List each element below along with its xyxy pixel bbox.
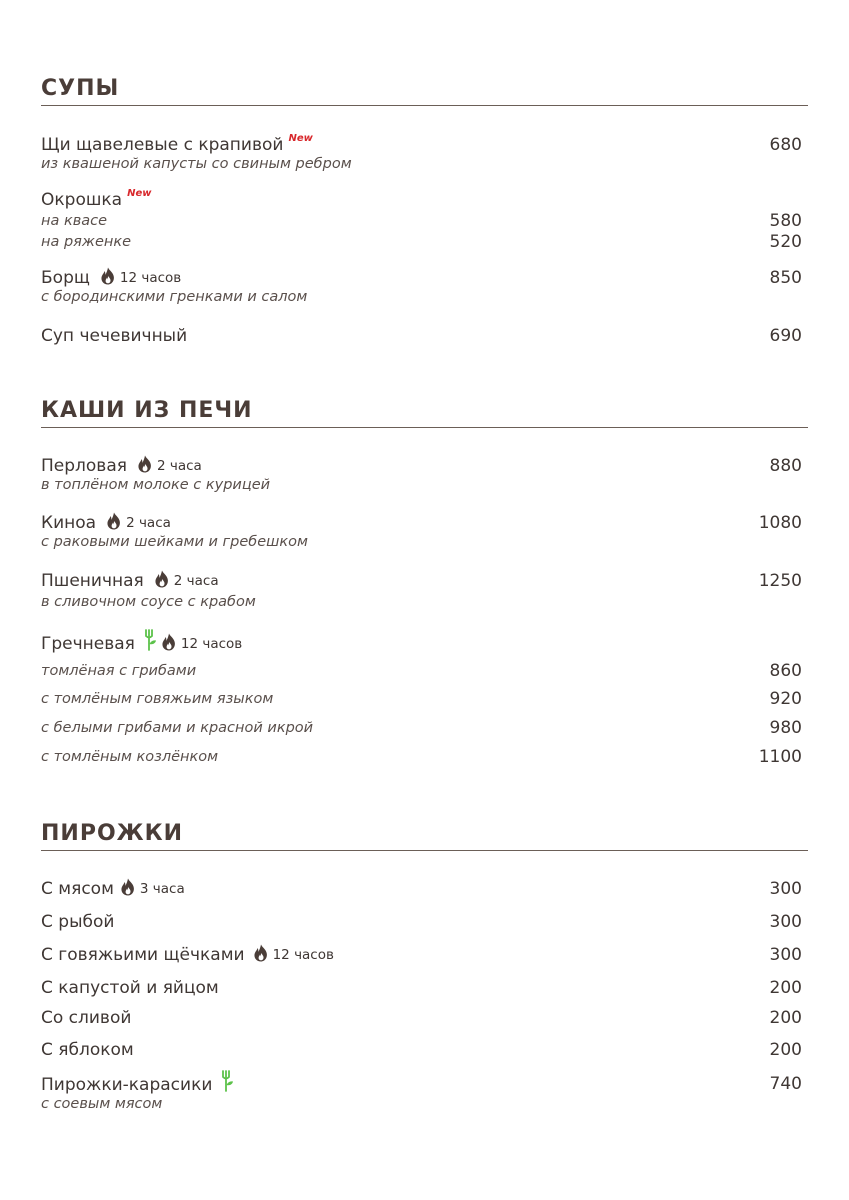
dish-price: 1250 <box>758 571 802 591</box>
dish-name <box>41 132 313 155</box>
flame-icon <box>137 455 153 473</box>
flame-icon <box>161 633 177 651</box>
new-badge: New <box>127 187 152 199</box>
dish-description: с бородинскими гренками и салом <box>41 289 308 305</box>
dish-price: 580 <box>769 211 802 231</box>
section-divider <box>41 850 808 851</box>
dish-title: С яблоком <box>41 1040 134 1060</box>
dish-title: Окрошка <box>41 190 123 210</box>
dish-title: Пирожки-карасики <box>41 1075 213 1095</box>
cook-time: 12 часов <box>272 947 334 963</box>
dish-name <box>41 326 187 346</box>
dish-description: из квашеной капусты со свиным ребром <box>41 156 352 172</box>
dish-variant: томлёная с грибами <box>41 663 197 679</box>
dish-name <box>41 633 242 655</box>
dish-description: в сливочном соусе с крабом <box>41 594 256 610</box>
dish-name <box>41 268 181 288</box>
dish-description: с раковыми шейками и гребешком <box>41 534 308 550</box>
dish-variant: с белыми грибами и красной икрой <box>41 720 314 736</box>
flame-icon <box>100 267 116 285</box>
dish-variant: с томлёным козлёнком <box>41 749 219 765</box>
dish-variant: на ряженке <box>41 234 132 250</box>
dish-price: 740 <box>769 1074 802 1094</box>
dish-name <box>41 879 185 899</box>
section-title-soups: СУПЫ <box>41 76 120 101</box>
vegan-sprout-icon <box>220 1070 234 1092</box>
dish-name <box>41 1008 131 1028</box>
dish-title: Пшеничная <box>41 571 144 591</box>
section-divider <box>41 427 808 428</box>
dish-price: 690 <box>769 326 802 346</box>
flame-icon <box>120 878 136 896</box>
dish-price: 880 <box>769 456 802 476</box>
dish-price: 300 <box>769 912 802 932</box>
cook-time: 12 часов <box>119 270 182 286</box>
dish-name <box>41 1040 134 1060</box>
new-badge: New <box>288 132 313 144</box>
flame-icon <box>154 570 170 588</box>
cook-time: 3 часа <box>139 881 185 897</box>
dish-title: Борщ <box>41 268 90 288</box>
dish-title: С говяжьими щёчками <box>41 945 245 965</box>
vegan-sprout-icon <box>143 629 157 651</box>
cook-time: 2 часа <box>126 515 171 531</box>
dish-name <box>41 456 202 476</box>
dish-variant: на квасе <box>41 213 108 229</box>
cook-time: 2 часа <box>173 573 219 589</box>
dish-title: Гречневая <box>41 634 135 654</box>
cook-time: 2 часа <box>156 458 202 474</box>
dish-description: с соевым мясом <box>41 1096 163 1112</box>
dish-description: в топлёном молоке с курицей <box>41 477 271 493</box>
dish-price: 920 <box>769 689 802 709</box>
dish-title: Перловая <box>41 456 127 476</box>
dish-price: 850 <box>769 268 802 288</box>
dish-variant: с томлёным говяжьим языком <box>41 691 274 707</box>
dish-name <box>41 978 219 998</box>
dish-title: Суп чечевичный <box>41 326 188 346</box>
section-title-porridge: КАШИ ИЗ ПЕЧИ <box>41 398 253 423</box>
dish-title: Щи щавелевые с крапивой <box>41 135 284 155</box>
flame-icon <box>253 944 269 962</box>
dish-price: 300 <box>769 879 802 899</box>
dish-price: 980 <box>769 718 802 738</box>
flame-icon <box>106 512 122 530</box>
dish-price: 300 <box>769 945 802 965</box>
dish-name <box>41 912 114 932</box>
dish-price: 200 <box>769 1008 802 1028</box>
dish-title: Со сливой <box>41 1008 132 1028</box>
section-divider <box>41 105 808 106</box>
dish-price: 1080 <box>758 513 802 533</box>
cook-time: 12 часов <box>180 636 243 652</box>
dish-title: Киноа <box>41 513 97 533</box>
dish-title: С мясом <box>41 879 114 899</box>
dish-price: 680 <box>769 135 802 155</box>
dish-title: С капустой и яйцом <box>41 978 219 998</box>
dish-price: 200 <box>769 1040 802 1060</box>
dish-name <box>41 513 171 533</box>
dish-name <box>41 1074 234 1096</box>
dish-price: 1100 <box>758 747 802 767</box>
dish-price: 200 <box>769 978 802 998</box>
dish-price: 860 <box>769 661 802 681</box>
dish-name <box>41 945 334 965</box>
dish-price: 520 <box>769 232 802 252</box>
section-title-pies: ПИРОЖКИ <box>41 821 183 846</box>
dish-name <box>41 187 152 210</box>
dish-name <box>41 571 219 591</box>
dish-title: С рыбой <box>41 912 115 932</box>
